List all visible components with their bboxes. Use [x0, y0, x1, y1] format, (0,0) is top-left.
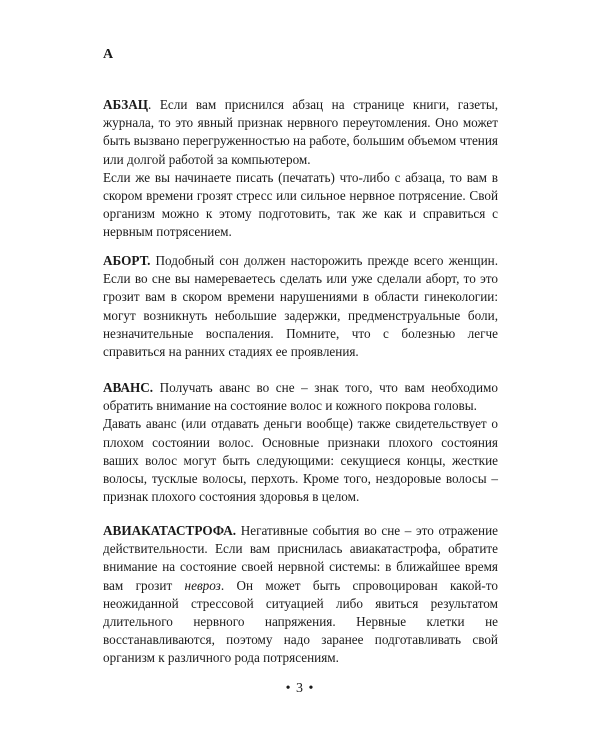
entry-paragraph: Давать аванс (или отдавать деньги вообще) также свидетельствует о плохом состоянии волос. Основные признаки плохого состояния ваших волос могут быть следующими: секущиеся концы, жесткие волосы, тусклые волосы, перхоть. Кроме того, нездоровые волосы – признак плохого состояния здоровья в целом. [103, 416, 498, 505]
entry-paragraph [103, 379, 498, 415]
entry-term: АБОРТ. [103, 253, 151, 268]
entry-abort [103, 252, 498, 361]
entry-avans [103, 379, 498, 506]
entry-term: АВАНС. [103, 380, 154, 395]
entry-paragraph [103, 522, 498, 668]
entry-text: Получать аванс во сне – знак того, что вам необходимо обратить внимание на состояние волос и кожного покрова головы. [103, 380, 498, 414]
entry-emphasis: невроз [184, 577, 221, 593]
page-number: • 3 • [285, 681, 315, 696]
entry-paragraph [103, 96, 498, 169]
entry-text: . Если вам приснился абзац на странице книги, газеты, журнала, то это явный признак нервного переутомления. Оно может быть вызвано перегруженностью на работе, большим объемом чтения или долгой работой за компьютером. [103, 97, 498, 167]
entry-aviakatastrofa [103, 522, 498, 668]
section-letter: А [103, 47, 114, 62]
entry-text: Негативные события во сне – это отражение действительности. Если вам приснилась авиакатастрофа, обратите внимание на состояние своей нервной системы: в ближайшее время вам грозит [103, 523, 498, 593]
entry-term: АВИАКАТАСТРОФА. [103, 523, 237, 538]
entry-abzats [103, 96, 498, 242]
entry-text: . Он может быть спровоцирован какой-то неожиданной стрессовой ситуацией либо явиться результатом длительного нервного напряжения. Нервные клетки не восстанавливаются, поэтому надо заранее подготавливать свой организм к различного рода потрясениям. [103, 577, 498, 666]
entry-text: Подобный сон должен насторожить прежде всего женщин. Если во сне вы намереваетесь сделать или уже сделали аборт, то это грозит вам в скором времени нарушениями в области гинекологии: могут возникнуть небольшие задержки, предменструальные боли, незначительные воспаления. Помните, что с болезнью легче справиться на ранних стадиях ее проявления. [103, 253, 498, 360]
entry-paragraph [103, 252, 498, 361]
entry-term: АБЗАЦ [103, 97, 148, 112]
entry-paragraph: Если же вы начинаете писать (печатать) что-либо с абзаца, то вам в скором времени грозят стресс или сильное нервное потрясение. Свой организм можно к этому подготовить, так же как и справиться с нервным потрясением. [103, 169, 498, 240]
